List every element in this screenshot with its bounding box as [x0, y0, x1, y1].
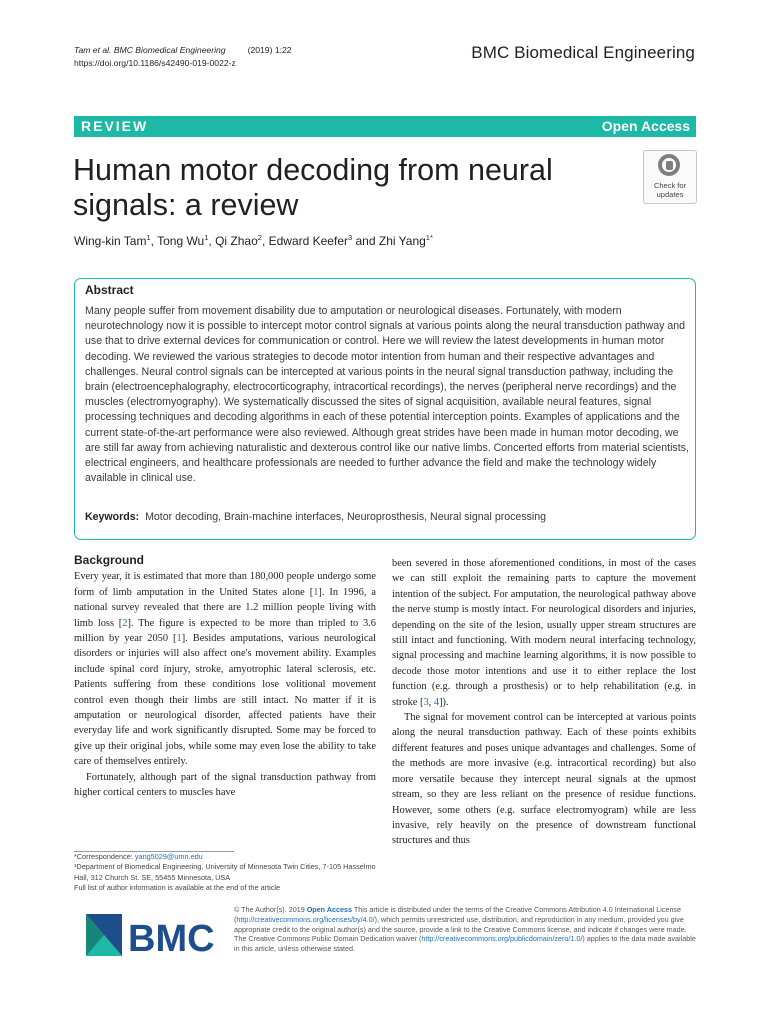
citation-year: (2019) 1:22: [247, 45, 292, 55]
citation-link[interactable]: 2: [122, 617, 128, 629]
body-column-left: [74, 553, 376, 801]
citation-link[interactable]: 1: [176, 633, 182, 645]
doi-link[interactable]: https://doi.org/10.1186/s42490-019-0022-z: [74, 57, 236, 68]
bookmark-icon: [658, 154, 680, 176]
citation-link[interactable]: 3: [423, 696, 429, 708]
paragraph: been severed in those aforementioned conditions, in most of the cases we can still exploit the remaining parts to capture the movement intention of the subject. For amputation, the neurological pathway above the nerve stump is mostly intact. For neurological disorders and injuries, depending on the site of the lesion, usually upper stream structures are still intact and functioning. With modern neural interfacing technology, signal processing and machine learning algorithms, it is now possible to decode those motor intentions and use it to either replace the lost function (e.g. through a prosthesis) or to help rehabilitation (e.g. in stroke [3, 4]).: [392, 558, 696, 708]
author: Wing-kin Tam$^1$,: [74, 233, 158, 248]
paragraph: Every year, it is estimated that more than 180,000 people undergo some form of limb amputation in the United States alone [1]. In 1996, a national survey revealed that there are 1.2 million people living with limb loss [2]. The figure is expected to be more than tripled to 3.6 million by year 2050 [1]. Besides amputations, various neurological disorders or injuries will also affect one's movement ability. Examples include spinal cord injury, stroke, amyotrophic lateral sclerosis, etc. Patients suffering from these conditions lose volitional movement control even though their limbs are still intact. No matter if it is amputation or neurological disorder, affected patients have their everyday life and work significantly disrupted. Some may be forced to give up their original jobs, while some may even lose the ability to take care of themselves entirely.: [74, 571, 376, 768]
paragraph: The signal for movement control can be intercepted at various points along the neural transduction pathway. Each of these points exhibits different features and poses unique advantages and challenges. Some of the methods are more invasive (e.g. intracortical recording) but also more versatile because they intercept neural signals at the upmost stream, so they are less reliant on the presence of residue functions. However, some others (e.g. surface electromyogram) while are less invasive, rely heavily on the presence of downstream functional structures and thus: [392, 712, 696, 847]
author: Zhi Yang$^{1*}$: [378, 233, 433, 248]
citation-link[interactable]: 1: [313, 586, 319, 598]
author: Qi Zhao$^2$,: [215, 233, 269, 248]
affiliation: ¹Department of Biomedical Engineering, University of Minnesota Twin Cities, 7-105 Hasselmo Hall, 312 Church St. SE, 55455 Minnesota, USA: [74, 862, 376, 882]
author: Tong Wu$^1$,: [157, 233, 216, 248]
citation-link[interactable]: 4: [433, 696, 440, 708]
open-access-inline: Open Access: [306, 905, 352, 914]
keywords-label: Keywords:: [85, 511, 140, 523]
abstract-text: Many people suffer from movement disability due to amputation or neurological diseases. Fortunately, with modern neurotechnology now it is possible to intercept motor control signals at various points along the neural transduction pathway and use that to drive external devices for communication or control. Here we will review the latest developments in human motor decoding. We reviewed the various strategies to decode motor intention from human and their respective advantages and challenges. Neural control signals can be intercepted at various points in the neural signal transduction pathway, including the brain (electroencephalography, electrocorticography, intracortical recordings), the nerves (peripheral nerve recordings) and the muscles (electromyography). We systematically discussed the sites of signal acquisition, available neural features, signal processing techniques and decoding algorithms in each of these potential interception points. Examples of applications and the current state-of-the-art performance were also reviewed. Although great strides have been made in human motor decoding, we are still far away from achieving naturalistic and dexterous control like our native limbs. Concerted efforts from material scientists, electrical engineers, and healthcare professionals are needed to further advance the field and make the technology widely available in clinical use.: [85, 305, 689, 485]
article-type-band: [74, 116, 696, 137]
bmc-logo-mark: [84, 910, 224, 960]
author-info-note: Full list of author information is available at the end of the article: [74, 882, 281, 892]
citation-authors: Tam et al.: [74, 45, 112, 55]
bmc-logo-text: BMC: [128, 918, 215, 960]
body-column-right: [392, 556, 696, 849]
footnotes: [74, 852, 379, 893]
keywords: [85, 511, 689, 523]
public-domain-link[interactable]: http://creativecommons.org/publicdomain/zero/1.0/: [421, 934, 583, 944]
check-for-updates-badge[interactable]: [643, 150, 697, 204]
paragraph: Fortunately, although part of the signal transduction pathway from higher cortical centers to muscles have: [74, 771, 376, 799]
email-link[interactable]: yang5029@umn.edu: [134, 852, 203, 861]
author: Edward Keefer$^3$ and: [268, 233, 379, 248]
check-for-updates-line1: Check for: [653, 181, 687, 190]
check-for-updates-line2: updates: [656, 190, 684, 199]
article-title: Human motor decoding from neural signals: a review: [73, 153, 553, 222]
keywords-list: Motor decoding, Brain-machine interfaces, Neuroprosthesis, Neural signal processing: [145, 511, 547, 523]
article-type-label: REVIEW: [81, 118, 149, 134]
citation-journal: BMC Biomedical Engineering: [113, 45, 226, 55]
bmc-logo: [84, 910, 224, 960]
section-heading-background: Background: [74, 553, 145, 567]
license-statement: © The Author(s). 2019 Open Access This article is distributed under the terms of the Creative Commons Attribution 4.0 International License (http://creativecommons.org/licenses/by/4.0/), which permits unrestricted use, distribution, and reproduction in any medium, provided you give appropriate credit to the original author(s) and the source, provide a link to the Creative Commons license, and indicate if changes were made. The Creative Commons Public Domain Dedication waiver (http://creativecommons.org/publicdomain/zero/1.0/) applies to the data made available in this article, unless otherwise stated.: [234, 905, 696, 954]
abstract-box: [74, 278, 696, 540]
running-header-citation: [74, 44, 292, 69]
open-access-label: Open Access: [601, 118, 690, 134]
abstract-heading: Abstract: [85, 283, 134, 297]
license-link[interactable]: http://creativecommons.org/licenses/by/4.0/: [236, 914, 375, 924]
journal-name: BMC Biomedical Engineering: [471, 43, 695, 62]
correspondence: *Correspondence: yang5029@umn.edu: [74, 852, 203, 861]
author-list: [74, 233, 433, 248]
